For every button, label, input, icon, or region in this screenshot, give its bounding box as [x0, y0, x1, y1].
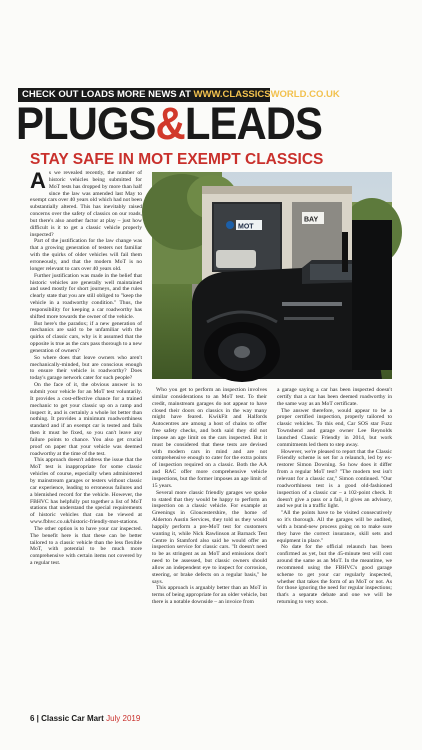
paragraph: On the face of it, the obvious answer is to submit your vehicle for an MoT test voluntarily. It provides a cost-effective chance for a trained mechanic to get your classic up on a ramp and inspect it, and is certainly a whole lot better than nothing. It provides a minimum roadworthiness standard and if an exempt car is tested and fails then it must be fixed, so you can't leave any failure points to chance. You also get crucial proof on paper that your vehicle was deemed roadworthy at the time of the test.	[30, 382, 142, 457]
paragraph: "All the points have to be visited consecutively so it's thorough. All the garages will be audited, with a brand-new process going on to make sure they have the correct insurance, skill sets and equipment in place."	[277, 510, 392, 544]
page-footer: 6 | Classic Car Mart July 2019	[30, 714, 141, 723]
page-number: 6	[30, 714, 35, 723]
issue-date: July 2019	[106, 714, 141, 723]
paragraph: This approach doesn't address the issue that the MoT test is inappropriate for some classic vehicles of course, especially when administered by mainstream garages or testers without classic car experience, leading to erroneous failures and a blemished record for the vehicle. However, the FBHVC has helpfully put together a list of MoT stations that understand the special requirements of historic vehicles that can be viewed at www.fbhvc.co.uk/historic-friendly-mot-stations.	[30, 457, 142, 526]
magazine-name: Classic Car Mart	[41, 714, 104, 723]
paragraph: However, we're pleased to report that the Classic Friendly scheme is set for a relaunch, led by ex-restorer Simon Downing. So how does it differ from a regular MoT test? "The modern test isn't relevant for a classic car," Simon continued. "Our roadworthiness test is a good old-fashioned inspection of a classic car – a 102-point check. It doesn't give a pass or a fail, it gives an advisory, and we put in a traffic light.	[277, 448, 392, 510]
bay-sign-text: BAY	[304, 216, 319, 224]
paragraph: But here's the paradox; if a new generation of mechanics are said to be unfamiliar with the quirks of classic cars, why is it assumed that the opposite is true as the cars pass thorough to a new generation of owners?	[30, 320, 142, 354]
masthead-part1: PLUGS	[16, 98, 156, 149]
article-column-2	[152, 387, 267, 709]
masthead-ampersand: &	[155, 98, 185, 149]
paragraph: Further justification was made in the belief that historic vehicles are generally well maintained and used mostly for short journeys, and the rules clearly state that you are still obliged to "keep the vehicle in a roadworthy condition." Thus, the responsibility for keeping a car roadworthy has shifted more towards the owner of the vehicle.	[30, 272, 142, 320]
paragraph: The other option is to have your car inspected. The benefit here is that these can be better tailored to a classic vehicle than the less flexible MoT, with potential to be much more comprehensive with certain items not covered by a regular test.	[30, 525, 142, 567]
paragraph: Who you get to perform an inspection involves similar considerations to an MoT test. To their credit, mainstream garages do not appear to have closed their doors on classics in the way many might have feared. KwikFit and Halfords Autocentres are among a host of chains to offer free safety checks, and both said they did not impose an age limit on the cars inspected. But it must be considered that these tests are devised with modern cars in mind and are not comprehensive enough to cater for the extra points of inspection required on a classic. Both the AA and RAC offer more comprehensive vehicle inspections, but the former imposes an age limit of 15 years.	[152, 387, 267, 489]
mot-sign-text: MOT	[238, 223, 254, 231]
drop-cap: A	[30, 168, 46, 193]
article-headline: STAY SAFE IN MOT EXEMPT CLASSICS	[30, 151, 324, 168]
mot-garage-photo	[152, 172, 392, 379]
article-column-1	[30, 170, 142, 710]
paragraph: The answer therefore, would appear to be a proper certified inspection, properly tailored to classic vehicles. To this end, Car SOS star Fuzz Townshend and garage owner Lee Reynolds launched Classic Friendly in 2014, but work commitments led them to step away.	[277, 407, 392, 448]
strap-text: CHECK OUT LOADS MORE NEWS AT	[22, 89, 194, 100]
paragraph: So where does that leave owners who aren't mechanically-minded, but are conscious enough to ensure their vehicle is roadworthy? Does today's garage network cater for such people?	[30, 354, 142, 382]
paragraph: a garage saying a car has been inspected doesn't certify that a car has been deemed roadworthy in the same way as an MoT certificate.	[277, 387, 392, 407]
paragraph: This approach is arguably better than an MoT in terms of being appropriate for an older vehicle, but there is a notable downside – an invoice from	[152, 585, 267, 606]
strap-url[interactable]: WWW.CLASSICSWORLD.CO.UK	[193, 89, 340, 100]
paragraph: No date for the official relaunch has been confirmed as yet, but the 45-minute test will cost around the same as an MoT. In the meantime, we recommend using the FBHVC's good garage scheme to get your car regularly inspected, whether that takes the form of an MoT or not. As for those ignoring the need for regular inspections; that's a separate debate and one we will be returning to very soon.	[277, 544, 392, 606]
masthead-part2: LEADS	[184, 98, 323, 149]
article-column-3	[277, 387, 392, 709]
paragraph: s we revealed recently, the number of historic vehicles being submitted for MoT tests has dropped by more than half since the law was amended last May to exempt cars over 40 years old which had not been substantially altered. This has inevitably raised concerns over the safety of classics on our roads, but there's also another factor at play – just how difficult is it to get a classic vehicle properly inspected?	[30, 170, 142, 238]
paragraph: Part of the justification for the law change was that a growing generation of testers not familiar with the quirks of older vehicles will fail them erroneously, and that the modern MoT is no longer relevant to cars over 40 years old.	[30, 238, 142, 272]
paragraph: Several more classic friendly garages we spoke to stated that they would be happy to perform an inspection on a classic vehicle. For example at Greenings in Gloucestershire, the home of Alderton Austin Services, they told us they would happily perform a pre-MoT test for customers wanting it, while Nick Rawlinson at Barnack Test Centre in Stamford also said he would offer an inspection service for classic cars. "It doesn't need to be as stringent as an MoT and emissions don't need to be assessed, but classic owners should allow an independent eye to inspect for corrosion, steering, or brake defects on a regular basis," he says.	[152, 489, 267, 585]
section-masthead	[16, 98, 323, 149]
article-photo	[152, 172, 392, 379]
